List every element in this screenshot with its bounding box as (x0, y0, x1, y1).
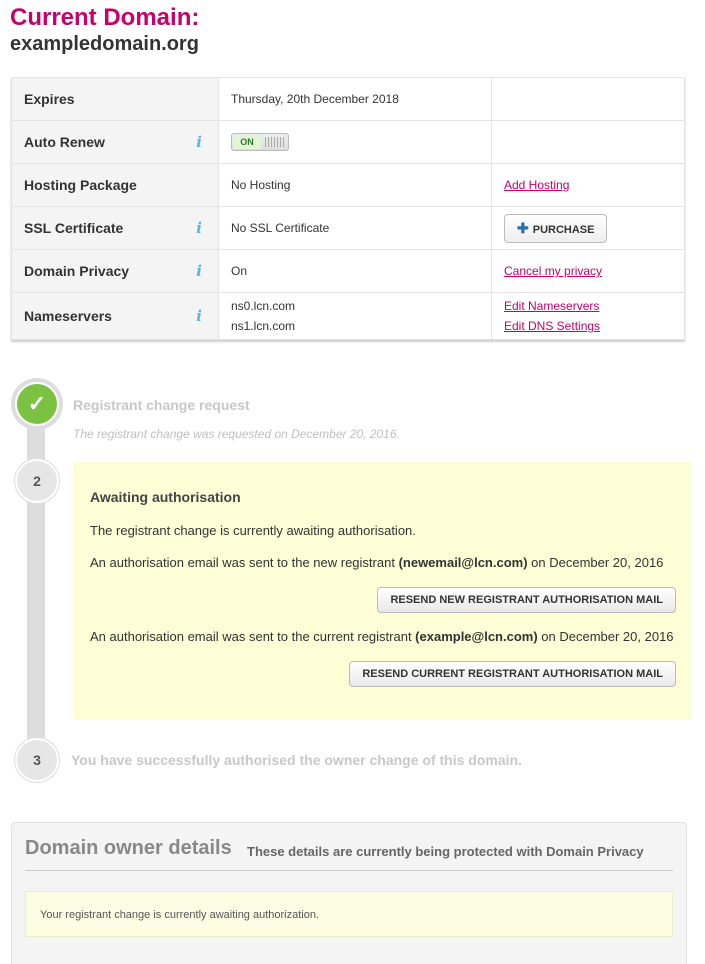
purchase-label: PURCHASE (532, 223, 595, 236)
owner-subtitle: These details are currently being protected with Domain Privacy (247, 844, 644, 859)
table-row (12, 293, 685, 340)
current-registrant-email: (example@lcn.com) (415, 629, 538, 644)
ssl-label: SSL Certificate (24, 220, 124, 236)
info-icon[interactable]: i (196, 307, 202, 325)
hosting-value: No Hosting (219, 164, 492, 207)
expires-value: Thursday, 20th December 2018 (219, 78, 492, 121)
nameserver-1: ns0.lcn.com (231, 299, 296, 313)
step3-text: You have successfully authorised the owner change of this domain. (71, 752, 522, 768)
awaiting-title: Awaiting authorisation (90, 489, 241, 505)
ssl-value: No SSL Certificate (219, 207, 492, 250)
nameservers-label: Nameservers (24, 308, 112, 324)
auto-renew-toggle[interactable] (231, 133, 289, 151)
domain-info-table (11, 77, 685, 340)
expires-label: Expires (12, 78, 219, 121)
nameserver-2: ns1.lcn.com (231, 319, 296, 333)
info-icon[interactable]: i (196, 262, 202, 280)
hosting-label: Hosting Package (12, 164, 219, 207)
cancel-privacy-link[interactable]: Cancel my privacy (504, 264, 603, 278)
step1-subtitle: The registrant change was requested on December 20, 2016. (73, 427, 400, 441)
privacy-label: Domain Privacy (24, 263, 130, 279)
resend-current-registrant-button[interactable]: RESEND CURRENT REGISTRANT AUTHORISATION MAIL (349, 661, 676, 687)
domain-name: exampledomain.org (10, 33, 199, 55)
add-hosting-link[interactable]: Add Hosting (504, 178, 570, 192)
edit-dns-settings-link[interactable]: Edit DNS Settings (504, 319, 601, 333)
info-icon[interactable]: i (196, 133, 202, 151)
toggle-on-label: ON (233, 135, 261, 149)
table-row (12, 121, 685, 164)
table-row (12, 207, 685, 250)
info-icon[interactable]: i (196, 219, 202, 237)
timeline-bar (27, 405, 45, 757)
page-title: Current Domain: (10, 4, 200, 31)
domain-owner-panel (11, 822, 687, 964)
current-registrant-text: An authorisation email was sent to the current registrant (example@lcn.com) on December 20, 2016 (90, 629, 674, 644)
awaiting-text: The registrant change is currently awaiting authorisation. (90, 523, 416, 538)
step2-number: 2 (15, 459, 59, 503)
owner-title: Domain owner details (25, 837, 232, 859)
toggle-grip-icon (265, 137, 285, 147)
privacy-value: On (219, 250, 492, 293)
step-complete-check-icon: ✓ (15, 382, 59, 426)
divider (25, 870, 673, 871)
owner-notice: Your registrant change is currently awaiting authorization. (25, 891, 673, 937)
step3-number: 3 (15, 738, 59, 782)
auto-renew-label: Auto Renew (24, 134, 105, 150)
resend-new-registrant-button[interactable]: RESEND NEW REGISTRANT AUTHORISATION MAIL (377, 587, 676, 613)
table-row (12, 250, 685, 293)
plus-icon: ✚ (517, 219, 529, 236)
step1-title: Registrant change request (73, 397, 250, 413)
table-row (12, 164, 685, 207)
edit-nameservers-link[interactable]: Edit Nameservers (504, 299, 600, 313)
new-registrant-email: (newemail@lcn.com) (398, 555, 528, 570)
table-row (12, 78, 685, 121)
new-registrant-text: An authorisation email was sent to the new registrant (newemail@lcn.com) on December 20, 2016 (90, 555, 664, 570)
awaiting-authorisation-panel (74, 462, 692, 719)
purchase-button[interactable] (504, 214, 607, 243)
